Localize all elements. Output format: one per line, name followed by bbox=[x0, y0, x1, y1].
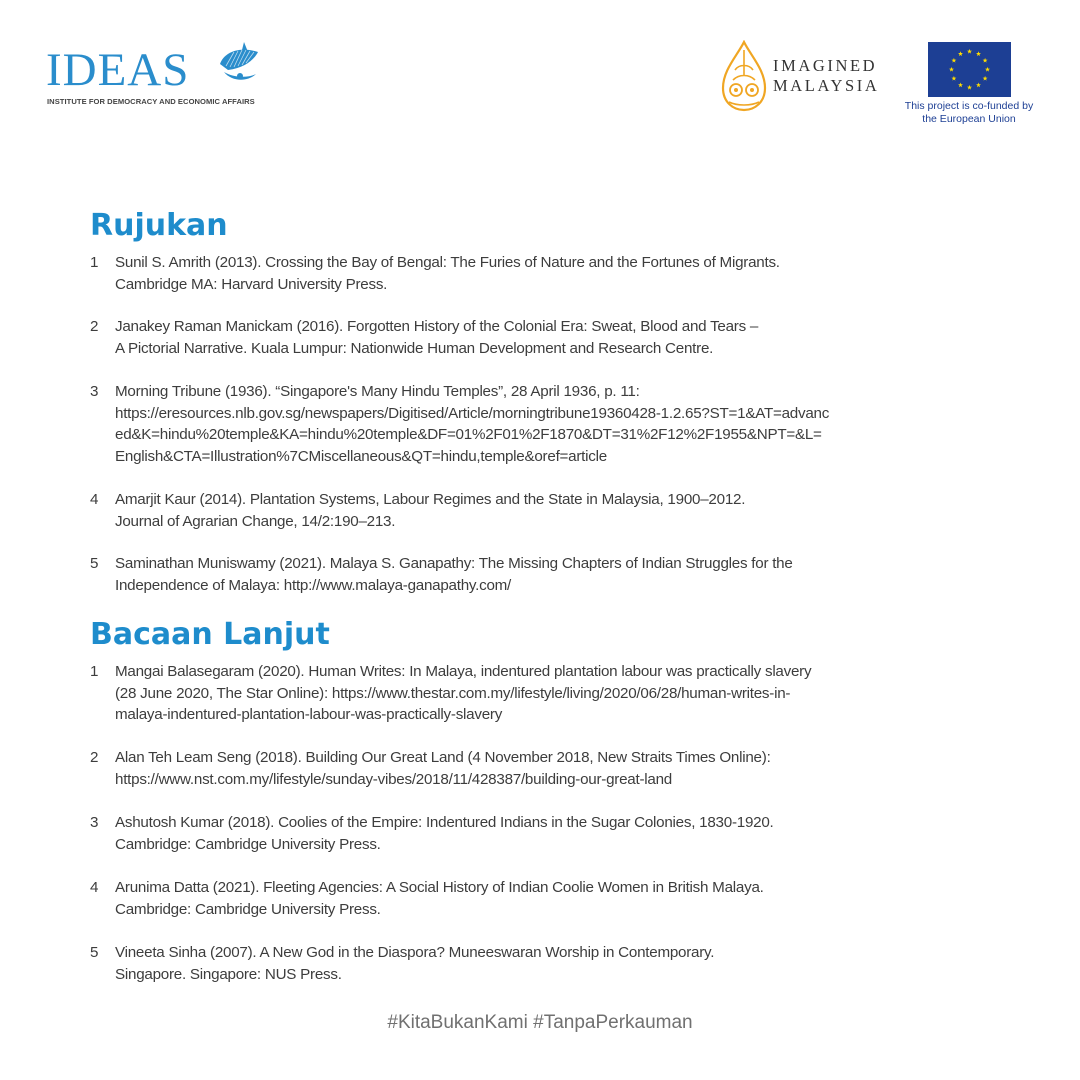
reference-text bbox=[115, 316, 915, 359]
reading-number: 3 bbox=[90, 814, 99, 831]
reading-link[interactable]: malaya-indentured-plantation-labour-was-practically-slavery bbox=[115, 706, 503, 723]
reference-link[interactable]: English&CTA=Illustration%7CMiscellaneous&QT=hindu,temple&oref=article bbox=[115, 447, 607, 465]
reference-link[interactable]: Independence of Malaya: http://www.malaya-ganapathy.com/ bbox=[115, 576, 512, 594]
reading-line: Vineeta Sinha (2007). A New God in the Diaspora? Muneeswaran Worship in Contemporary. bbox=[115, 944, 715, 961]
reference-line: Morning Tribune (1936). “Singapore's Many Hindu Temples”, 28 April 1936, p. 11: bbox=[115, 383, 640, 400]
ideas-wordmark: IDEAS bbox=[46, 44, 190, 96]
reference-text bbox=[115, 252, 915, 295]
eu-funding-logo bbox=[898, 42, 1048, 132]
reading-text bbox=[115, 661, 915, 726]
reference-text bbox=[115, 489, 915, 532]
reading-line: Cambridge: Cambridge University Press. bbox=[115, 900, 381, 918]
reference-number: 5 bbox=[90, 555, 99, 572]
ideas-tagline: INSTITUTE FOR DEMOCRACY AND ECONOMIC AFFAIRS bbox=[47, 97, 255, 106]
eu-flag-icon bbox=[928, 42, 1011, 97]
reference-line: Journal of Agrarian Change, 14/2:190–213. bbox=[115, 512, 396, 530]
wayang-emblem-icon bbox=[721, 40, 767, 112]
reading-text bbox=[115, 942, 915, 985]
imagined-malaysia-logo bbox=[721, 40, 896, 114]
reading-number: 5 bbox=[90, 944, 99, 961]
reference-text bbox=[115, 553, 915, 596]
reference-link[interactable]: ed&K=hindu%20temple&KA=hindu%20temple&DF=01%2F01%2F1870&DT=31%2F12%2F1955&NPT=&L= bbox=[115, 426, 822, 443]
reading-line: Ashutosh Kumar (2018). Coolies of the Empire: Indentured Indians in the Sugar Colonies, 1830-1920. bbox=[115, 814, 774, 831]
footer-hashtags: #KitaBukanKami #TanpaPerkauman bbox=[387, 1012, 693, 1033]
reading-link[interactable]: https://www.nst.com.my/lifestyle/sunday-vibes/2018/11/428387/building-our-great-land bbox=[115, 770, 672, 788]
eu-caption bbox=[898, 100, 1040, 125]
reference-link[interactable]: https://eresources.nlb.gov.sg/newspapers/Digitised/Article/morningtribune19360428-1.2.65?ST=1&AT=advanc bbox=[115, 404, 830, 422]
reading-link[interactable]: (28 June 2020, The Star Online): https://www.thestar.com.my/lifestyle/living/2020/06/28/human-writes-in- bbox=[115, 684, 791, 702]
reference-line: Sunil S. Amrith (2013). Crossing the Bay of Bengal: The Furies of Nature and the Fortunes of Migrants. bbox=[115, 254, 780, 271]
reading-text bbox=[115, 747, 915, 790]
reference-line: Amarjit Kaur (2014). Plantation Systems, Labour Regimes and the State in Malaysia, 1900–2012. bbox=[115, 491, 746, 508]
dove-icon bbox=[214, 38, 266, 90]
reading-text bbox=[115, 812, 915, 855]
eu-caption-line2: the European Union bbox=[922, 112, 1016, 125]
reference-text bbox=[115, 381, 915, 467]
reference-number: 3 bbox=[90, 383, 99, 400]
imagined-malaysia-wordmark bbox=[773, 56, 879, 96]
reading-line: Arunima Datta (2021). Fleeting Agencies: A Social History of Indian Coolie Women in British Malaya. bbox=[115, 879, 764, 896]
reading-number: 4 bbox=[90, 879, 99, 896]
reference-number: 2 bbox=[90, 318, 99, 335]
reading-line: Singapore. Singapore: NUS Press. bbox=[115, 965, 342, 983]
reading-line: Alan Teh Leam Seng (2018). Building Our Great Land (4 November 2018, New Straits Times Online): bbox=[115, 749, 771, 766]
eu-caption-line1: This project is co-funded by bbox=[904, 100, 1034, 112]
imagined-malaysia-line1: IMAGINED bbox=[773, 56, 878, 75]
reading-number: 1 bbox=[90, 663, 99, 680]
ideas-logo bbox=[46, 44, 276, 110]
reference-number: 1 bbox=[90, 254, 99, 271]
reading-number: 2 bbox=[90, 749, 99, 766]
reference-line: Cambridge MA: Harvard University Press. bbox=[115, 275, 388, 293]
reading-line: Cambridge: Cambridge University Press. bbox=[115, 835, 381, 853]
reading-line: Mangai Balasegaram (2020). Human Writes: In Malaya, indentured plantation labour was practically slavery bbox=[115, 663, 812, 680]
rujukan-heading: Rujukan bbox=[90, 208, 228, 243]
reading-text bbox=[115, 877, 915, 920]
reference-line: Saminathan Muniswamy (2021). Malaya S. Ganapathy: The Missing Chapters of Indian Struggles for the bbox=[115, 555, 793, 572]
reference-number: 4 bbox=[90, 491, 99, 508]
reference-line: Janakey Raman Manickam (2016). Forgotten History of the Colonial Era: Sweat, Blood and Tears – bbox=[115, 318, 759, 335]
reference-line: A Pictorial Narrative. Kuala Lumpur: Nationwide Human Development and Research Centre. bbox=[115, 339, 714, 357]
bacaan-lanjut-heading: Bacaan Lanjut bbox=[90, 617, 330, 652]
imagined-malaysia-line2: MALAYSIA bbox=[773, 76, 880, 95]
